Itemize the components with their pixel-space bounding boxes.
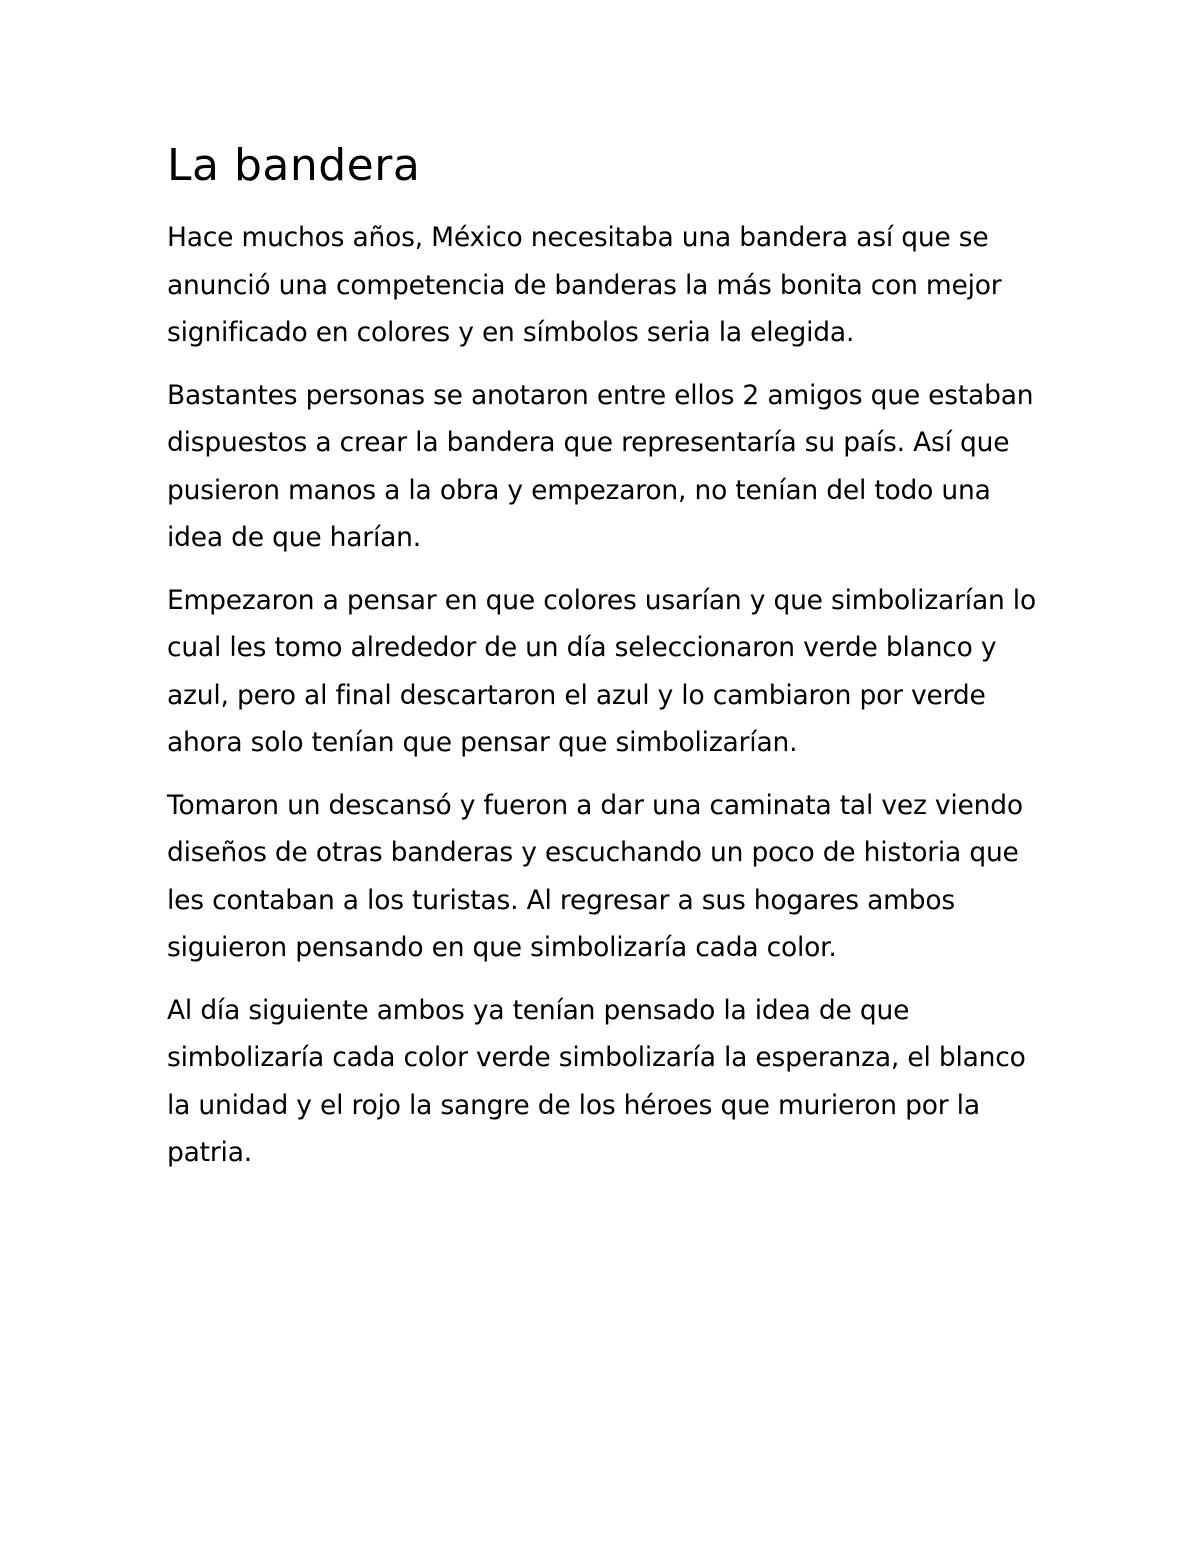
document-body (167, 138, 1047, 1192)
paragraph-5: Al día siguiente ambos ya tenían pensado la idea de que simbolizaría cada color verde simbolizaría la esperanza, el blanco la unidad y el rojo la sangre de los héroes que murieron por la patria. (167, 994, 1026, 1168)
document-title: La bandera (167, 140, 421, 191)
paragraph-3: Empezaron a pensar en que colores usarían y que simbolizarían lo cual les tomo alrededor de un día seleccionaron verde blanco y azul, pero al final descartaron el azul y lo cambiaron por verde ahora solo tenían que pensar que simbolizarían. (167, 584, 1036, 758)
paragraph-2: Bastantes personas se anotaron entre ellos 2 amigos que estaban dispuestos a crear la bandera que representaría su país. Así que pusieron manos a la obra y empezaron, no tenían del todo una idea de que harían. (167, 379, 1034, 553)
paragraph-4: Tomaron un descansó y fueron a dar una caminata tal vez viendo diseños de otras banderas y escuchando un poco de historia que les contaban a los turistas. Al regresar a sus hogares ambos siguieron pensando en que simbolizaría cada color. (167, 789, 1023, 963)
paragraph-1: Hace muchos años, México necesitaba una bandera así que se anunció una competencia de banderas la más bonita con mejor significado en colores y en símbolos seria la elegida. (167, 222, 1002, 348)
